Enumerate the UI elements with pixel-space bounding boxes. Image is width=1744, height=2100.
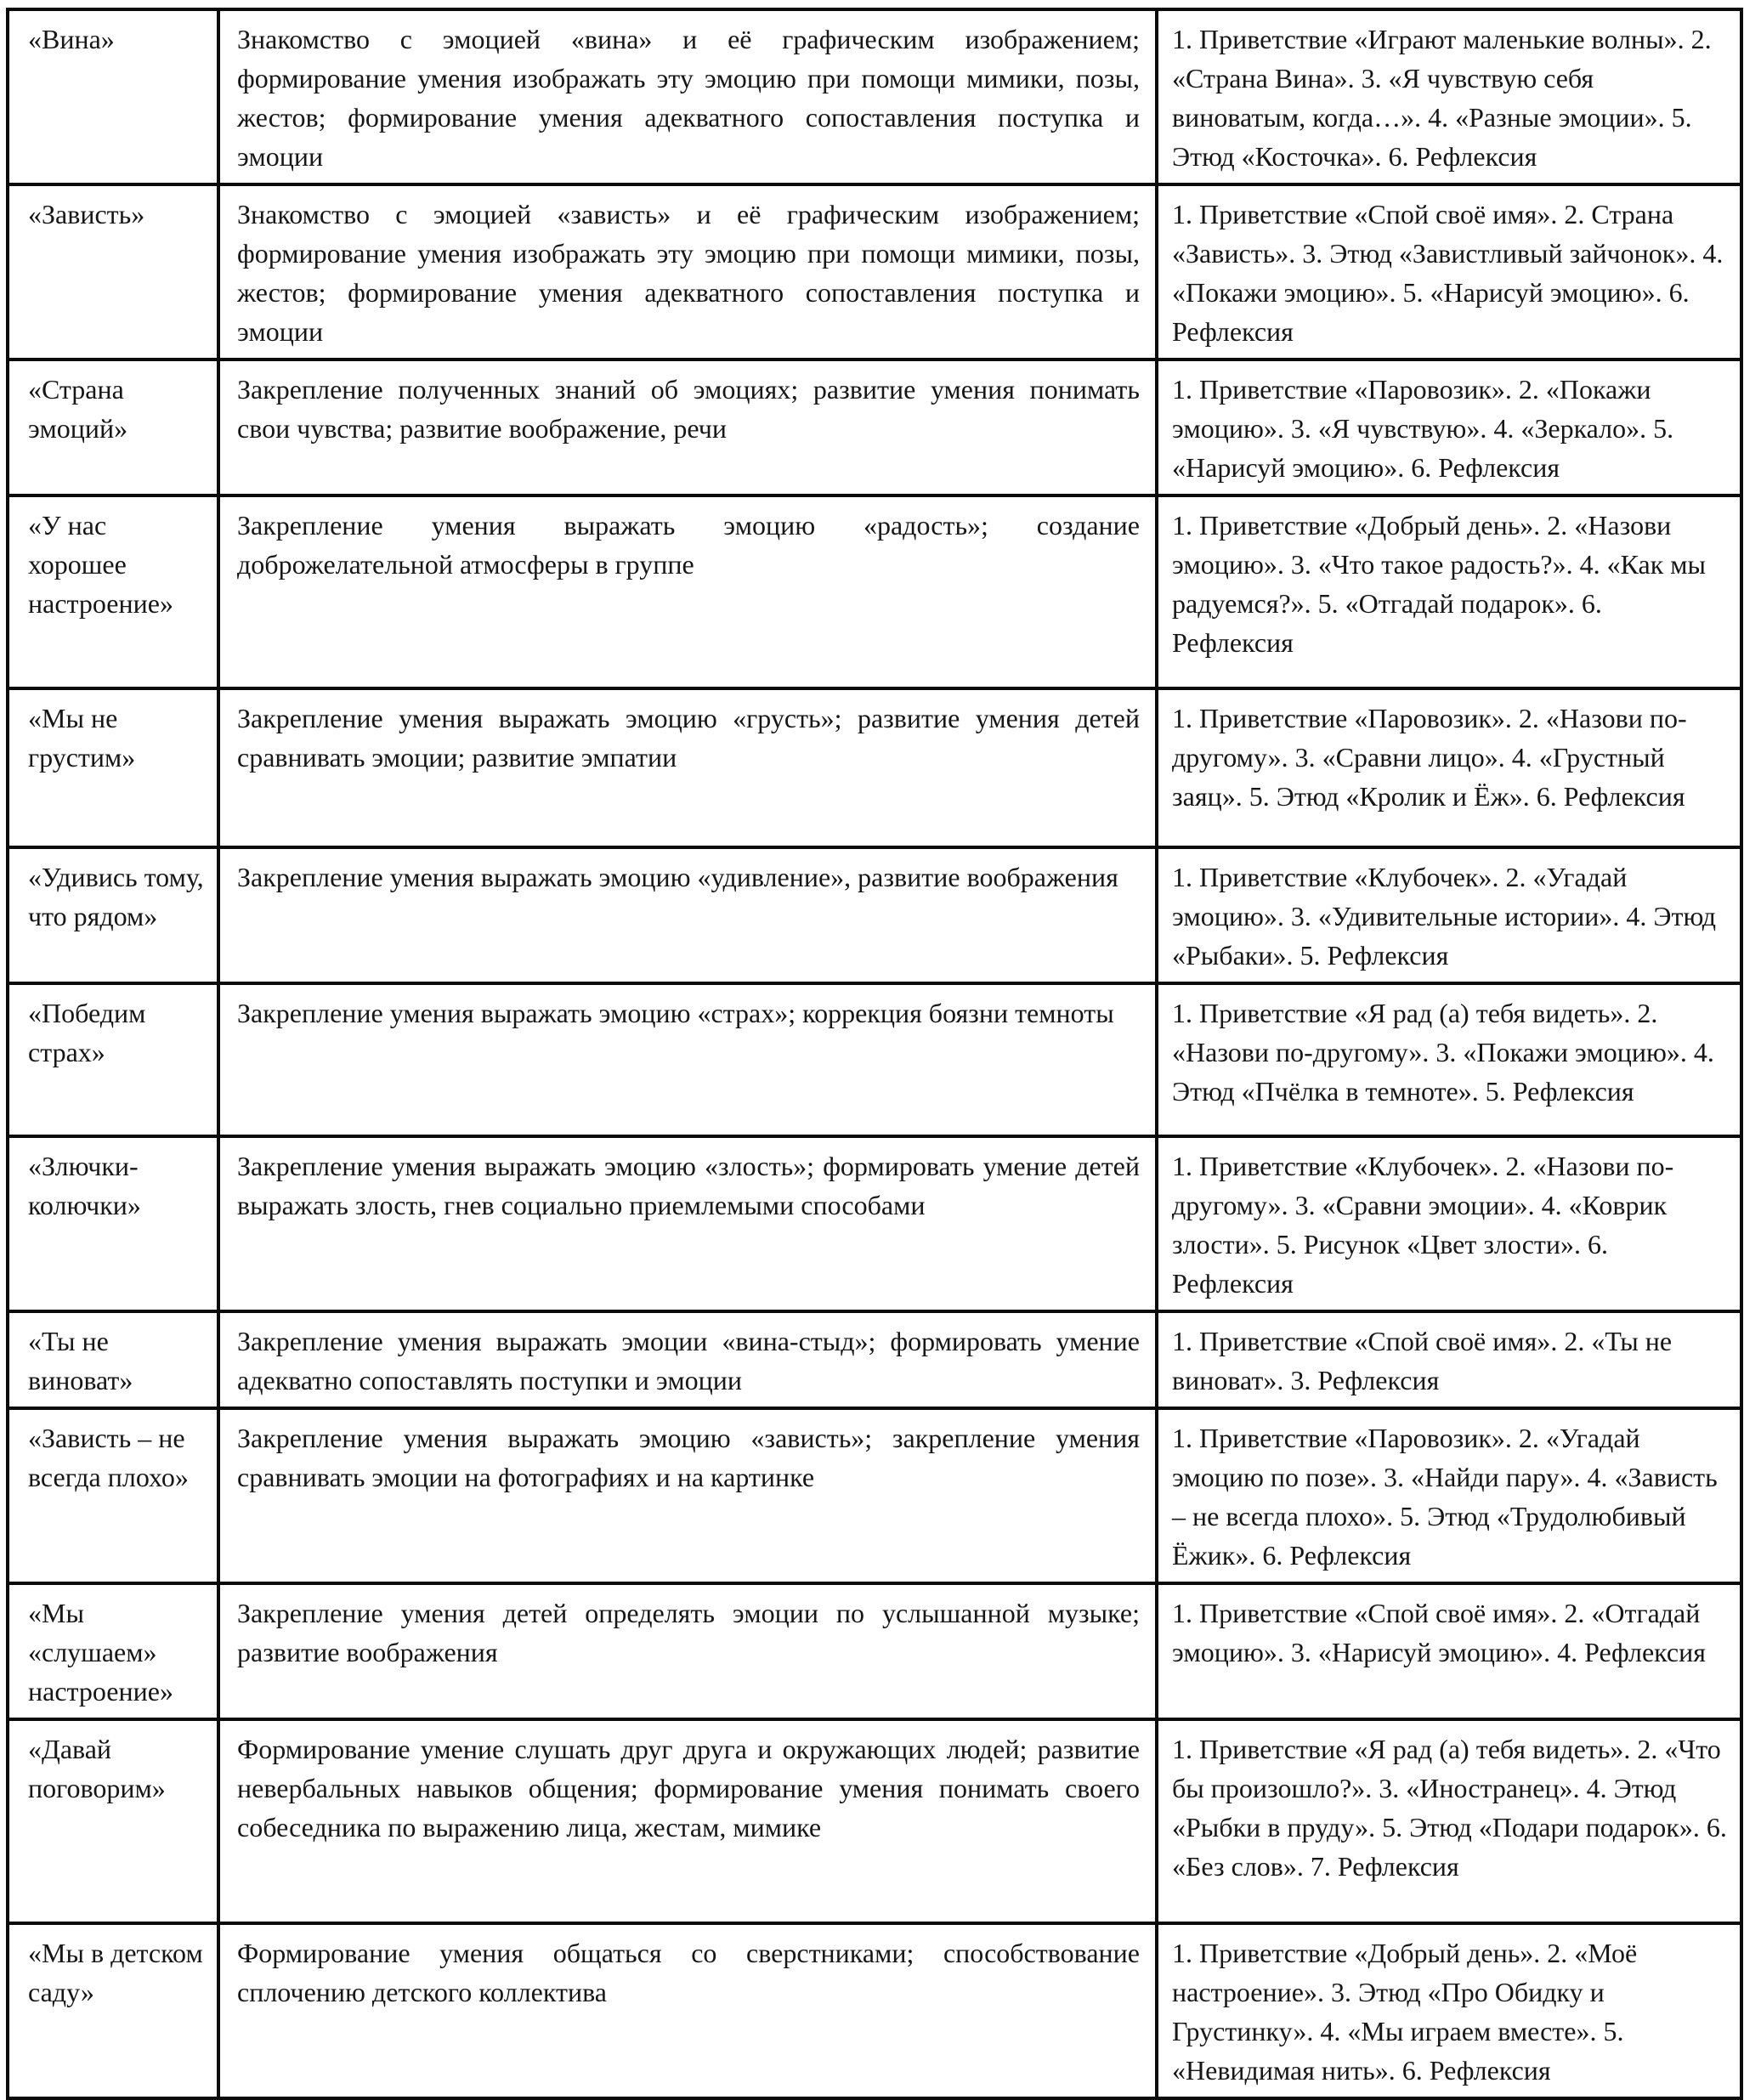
table-row bbox=[8, 983, 1741, 1136]
lesson-title-cell: «Мы в детском саду» bbox=[8, 1923, 218, 2098]
lesson-goal-cell: Закрепление полученных знаний об эмоциях; развитие умения понимать свои чувства; развитие воображение, речи bbox=[218, 359, 1157, 495]
lesson-goal-cell: Знакомство с эмоцией «зависть» и её графическим изображением; формирование умения изображать эту эмоцию при помощи мимики, позы, жестов; формирование умения адекватного сопоставления поступка и эмоции bbox=[218, 184, 1157, 359]
lesson-activities-cell: 1. Приветствие «Я рад (а) тебя видеть». 2. «Что бы произошло?». 3. «Иностранец». 4. Этюд «Рыбки в пруду». 5. Этюд «Подари подарок». 6. «Без слов». 7. Рефлексия bbox=[1157, 1719, 1741, 1923]
lesson-title-cell: «Ты не виноват» bbox=[8, 1311, 218, 1408]
lesson-title-cell: «Мы «слушаем» настроение» bbox=[8, 1583, 218, 1719]
table-row bbox=[8, 1719, 1741, 1923]
lesson-goal-cell: Закрепление умения выражать эмоцию «удивление», развитие воображения bbox=[218, 847, 1157, 983]
lessons-table bbox=[6, 8, 1743, 2100]
lesson-activities-cell: 1. Приветствие «Паровозик». 2. «Угадай эмоцию по позе». 3. «Найди пару». 4. «Зависть – не всегда плохо». 5. Этюд «Трудолюбивый Ёжик». 6. Рефлексия bbox=[1157, 1408, 1741, 1583]
lesson-activities-cell: 1. Приветствие «Я рад (а) тебя видеть». 2. «Назови по-другому». 3. «Покажи эмоцию». 4. Этюд «Пчёлка в темноте». 5. Рефлексия bbox=[1157, 983, 1741, 1136]
lesson-activities-cell: 1. Приветствие «Паровозик». 2. «Покажи эмоцию». 3. «Я чувствую». 4. «Зеркало». 5. «Нарисуй эмоцию». 6. Рефлексия bbox=[1157, 359, 1741, 495]
lesson-goal-cell: Закрепление умения выражать эмоцию «грусть»; развитие умения детей сравнивать эмоции; развитие эмпатии bbox=[218, 688, 1157, 847]
lesson-title-cell: «Давай поговорим» bbox=[8, 1719, 218, 1923]
table-row bbox=[8, 359, 1741, 495]
lesson-goal-cell: Формирование умения общаться со сверстниками; способствование сплочению детского коллектива bbox=[218, 1923, 1157, 2098]
lesson-activities-cell: 1. Приветствие «Играют маленькие волны». 2. «Страна Вина». 3. «Я чувствую себя виноватым, когда…». 4. «Разные эмоции». 5. Этюд «Косточка». 6. Рефлексия bbox=[1157, 9, 1741, 184]
table-row bbox=[8, 688, 1741, 847]
lesson-activities-cell: 1. Приветствие «Паровозик». 2. «Назови по-другому». 3. «Сравни лицо». 4. «Грустный заяц». 5. Этюд «Кролик и Ёж». 6. Рефлексия bbox=[1157, 688, 1741, 847]
lesson-title-cell: «Зависть – не всегда плохо» bbox=[8, 1408, 218, 1583]
lesson-activities-cell: 1. Приветствие «Спой своё имя». 2. «Ты не виноват». 3. Рефлексия bbox=[1157, 1311, 1741, 1408]
lesson-activities-cell: 1. Приветствие «Клубочек». 2. «Угадай эмоцию». 3. «Удивительные истории». 4. Этюд «Рыбаки». 5. Рефлексия bbox=[1157, 847, 1741, 983]
table-row bbox=[8, 1923, 1741, 2098]
table-row bbox=[8, 1408, 1741, 1583]
lesson-title-cell: «Победим страх» bbox=[8, 983, 218, 1136]
table-row bbox=[8, 1311, 1741, 1408]
table-row bbox=[8, 9, 1741, 184]
lesson-title-cell: «Зависть» bbox=[8, 184, 218, 359]
table-row bbox=[8, 847, 1741, 983]
lesson-activities-cell: 1. Приветствие «Клубочек». 2. «Назови по-другому». 3. «Сравни эмоции». 4. «Коврик злости». 5. Рисунок «Цвет злости». 6. Рефлексия bbox=[1157, 1136, 1741, 1311]
lesson-title-cell: «Злючки-колючки» bbox=[8, 1136, 218, 1311]
lesson-goal-cell: Закрепление умения выражать эмоцию «страх»; коррекция боязни темноты bbox=[218, 983, 1157, 1136]
table-row bbox=[8, 184, 1741, 359]
lesson-activities-cell: 1. Приветствие «Спой своё имя». 2. «Отгадай эмоцию». 3. «Нарисуй эмоцию». 4. Рефлексия bbox=[1157, 1583, 1741, 1719]
lesson-title-cell: «У нас хорошее настроение» bbox=[8, 495, 218, 688]
lesson-goal-cell: Знакомство с эмоцией «вина» и её графическим изображением; формирование умения изображать эту эмоцию при помощи мимики, позы, жестов; формирование умения адекватного сопоставления поступка и эмоции bbox=[218, 9, 1157, 184]
lesson-goal-cell: Закрепление умения выражать эмоцию «злость»; формировать умение детей выражать злость, гнев социально приемлемыми способами bbox=[218, 1136, 1157, 1311]
lesson-title-cell: «Мы не грустим» bbox=[8, 688, 218, 847]
lesson-activities-cell: 1. Приветствие «Добрый день». 2. «Моё настроение». 3. Этюд «Про Обидку и Грустинку». 4. «Мы играем вместе». 5. «Невидимая нить». 6. Рефлексия bbox=[1157, 1923, 1741, 2098]
lesson-title-cell: «Удивись тому, что рядом» bbox=[8, 847, 218, 983]
lesson-title-cell: «Вина» bbox=[8, 9, 218, 184]
lesson-activities-cell: 1. Приветствие «Добрый день». 2. «Назови эмоцию». 3. «Что такое радость?». 4. «Как мы радуемся?». 5. «Отгадай подарок». 6. Рефлексия bbox=[1157, 495, 1741, 688]
lesson-activities-cell: 1. Приветствие «Спой своё имя». 2. Страна «Зависть». 3. Этюд «Завистливый зайчонок». 4. «Покажи эмоцию». 5. «Нарисуй эмоцию». 6. Рефлексия bbox=[1157, 184, 1741, 359]
table-row bbox=[8, 1136, 1741, 1311]
lesson-goal-cell: Формирование умение слушать друг друга и окружающих людей; развитие невербальных навыков общения; формирование умения понимать своего собеседника по выражению лица, жестам, мимике bbox=[218, 1719, 1157, 1923]
table-row bbox=[8, 495, 1741, 688]
lesson-title-cell: «Страна эмоций» bbox=[8, 359, 218, 495]
table-row bbox=[8, 1583, 1741, 1719]
lesson-goal-cell: Закрепление умения детей определять эмоции по услышанной музыке; развитие воображения bbox=[218, 1583, 1157, 1719]
lesson-goal-cell: Закрепление умения выражать эмоцию «зависть»; закрепление умения сравнивать эмоции на фотографиях и на картинке bbox=[218, 1408, 1157, 1583]
lesson-goal-cell: Закрепление умения выражать эмоцию «радость»; создание доброжелательной атмосферы в группе bbox=[218, 495, 1157, 688]
lesson-goal-cell: Закрепление умения выражать эмоции «вина-стыд»; формировать умение адекватно сопоставлять поступки и эмоции bbox=[218, 1311, 1157, 1408]
